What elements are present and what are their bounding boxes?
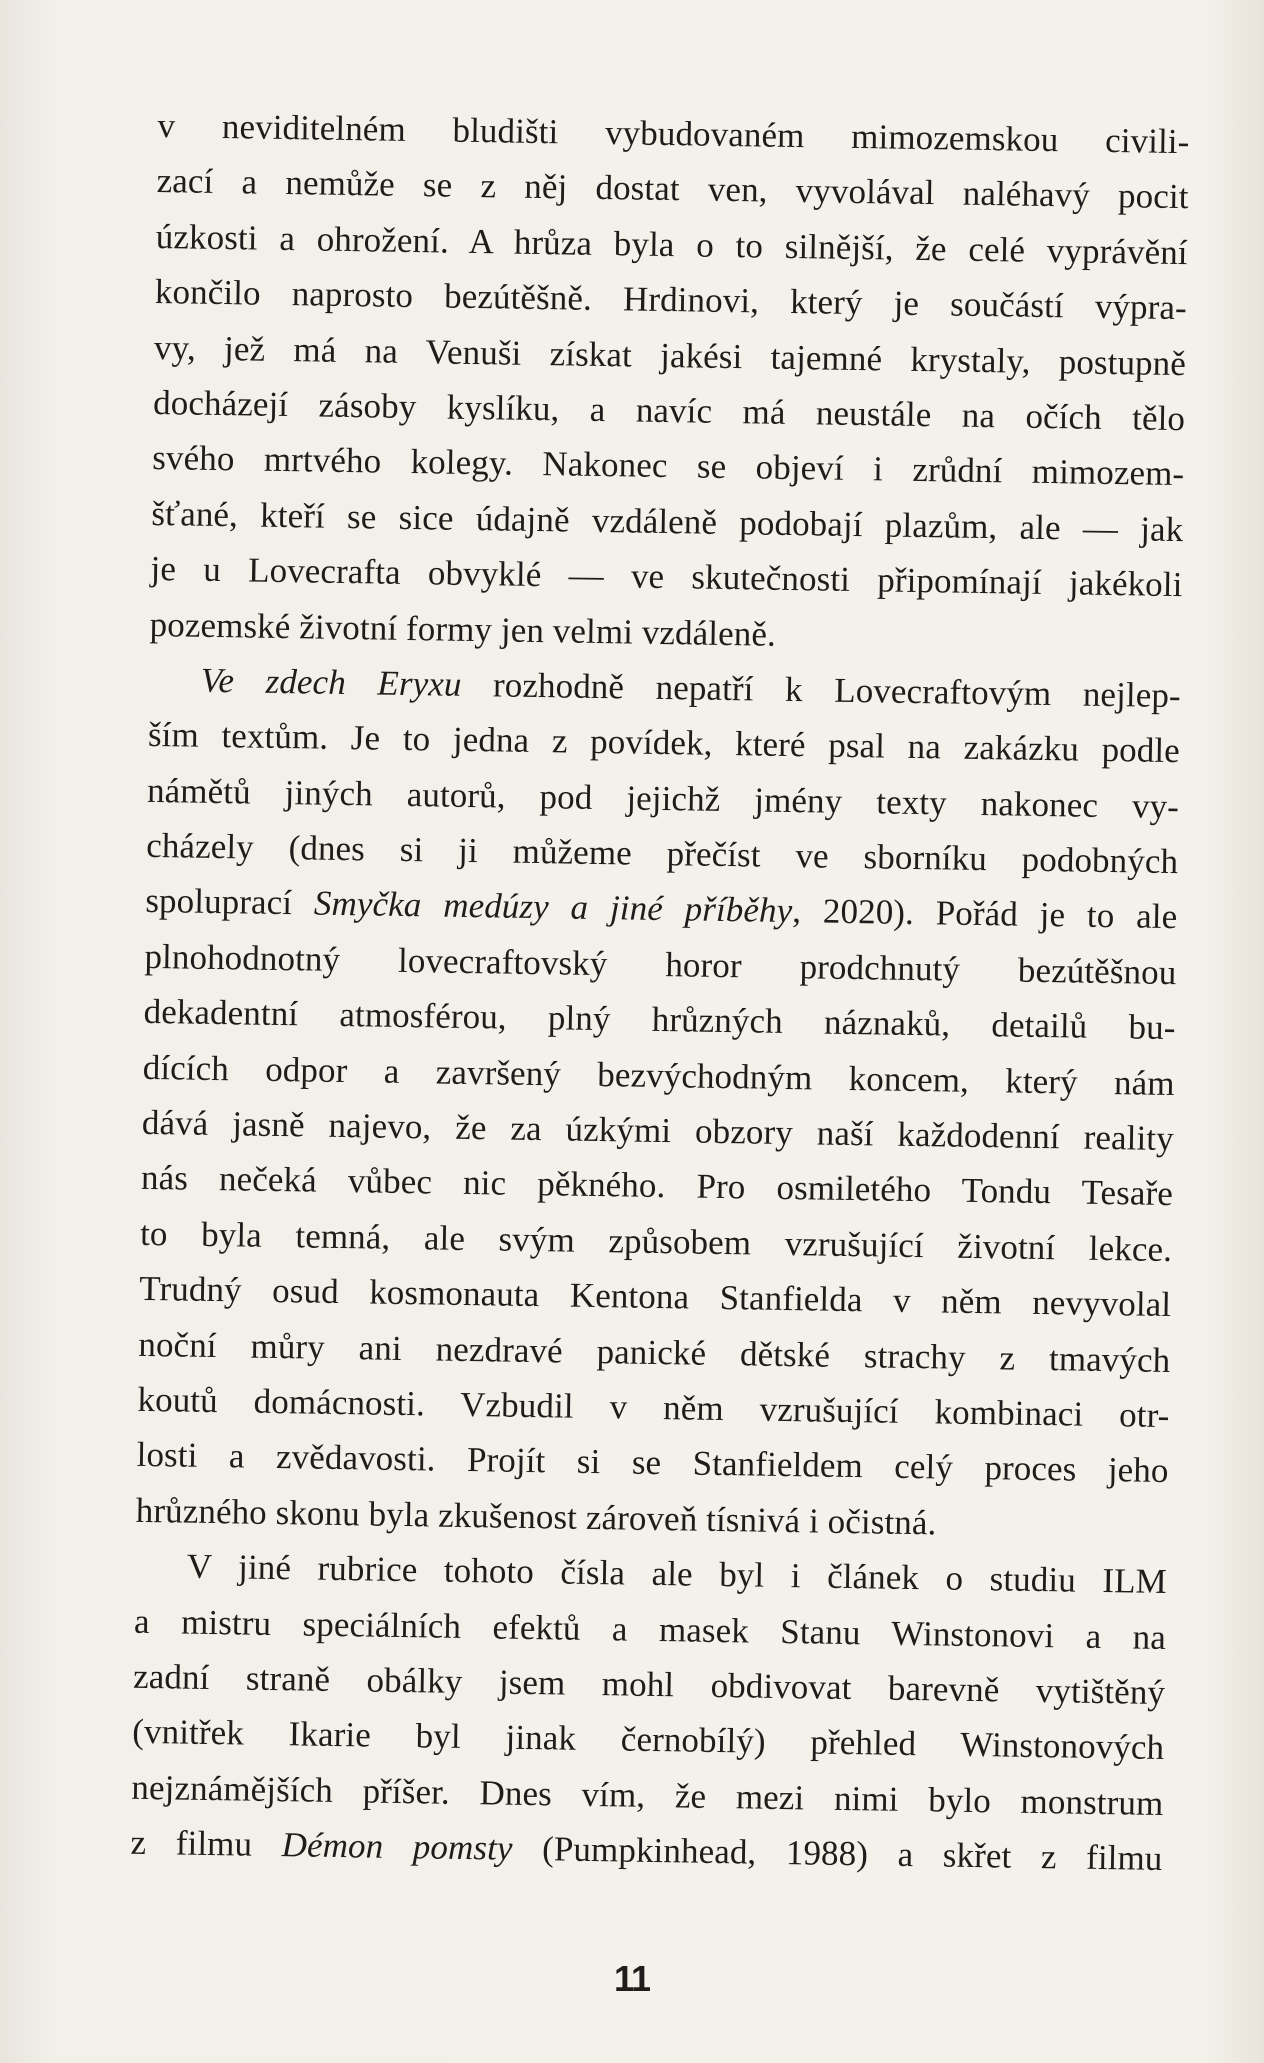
page-number: 11 <box>613 1958 651 1999</box>
text-run: spoluprací <box>145 881 315 924</box>
italic-title: Smyčka medúzy a jiné příběhy <box>313 884 793 931</box>
italic-title: Ve zdech Eryxu <box>200 660 462 704</box>
text-run: cházely (dnes si ji můžeme přečíst ve sborníku podobných <box>145 825 1179 882</box>
text-run: koutů domácnosti. Vzbudil v něm vzrušující kombinaci otr- <box>137 1379 1170 1436</box>
text-run: je u Lovecrafta obvyklé — ve skutečnosti připomínají jakékoli <box>150 549 1183 605</box>
text-run: končilo naprosto bezútěšně. Hrdinovi, který je součástí výpra- <box>154 272 1188 328</box>
text-run: ším textům. Je to jedna z povídek, které psal na zakázku podle <box>147 715 1181 771</box>
text-run: losti a zvědavosti. Projít si se Stanfieldem celý proces jeho <box>136 1435 1169 1491</box>
body-text <box>130 98 1190 1886</box>
text-run: to byla temná, ale svým způsobem vzrušující životní lekce. <box>139 1213 1173 1269</box>
text-run: v neviditelném bludišti vybudovaném mimozemskou civili- <box>157 105 1190 162</box>
text-run: svého mrtvého kolegy. Nakonec se objeví i zrůdní mimozem- <box>152 438 1185 494</box>
text-run: pozemské životní formy jen velmi vzdáleně. <box>149 604 777 654</box>
text-run: námětů jiných autorů, pod jejichž jmény texty nakonec vy- <box>146 770 1180 826</box>
text-run: dících odpor a završený bezvýchodným koncem, který nám <box>142 1047 1175 1103</box>
text-run: nejznámějších příšer. Dnes vím, že mezi nimi bylo monstrum <box>131 1767 1164 1823</box>
text-run: rozhodně nepatří k Lovecraftovým nejlep- <box>461 664 1182 716</box>
text-run: , 2020). Pořád je to ale <box>791 891 1178 937</box>
text-run: (vnitřek Ikarie byl jinak černobílý) přehled Winstonových <box>132 1712 1165 1768</box>
text-run: noční můry ani nezdravé panické dětské strachy z tmavých <box>138 1324 1171 1380</box>
text-run: Trudný osud kosmonauta Kentona Stanfielda v něm nevyvolal <box>138 1269 1172 1325</box>
text-run: zací a nemůže se z něj dostat ven, vyvolával naléhavý pocit <box>156 161 1189 217</box>
italic-title: Démon pomsty <box>281 1825 513 1868</box>
text-run: nás nečeká vůbec nic pěkného. Pro osmiletého Tondu Tesaře <box>140 1158 1174 1214</box>
text-run: dává jasně najevo, že za úzkými obzory naší každodenní reality <box>141 1102 1175 1159</box>
text-run: (Pumpkinhead, 1988) a skřet z filmu <box>512 1828 1163 1879</box>
text-run: hrůzného skonu byla zkušenost zároveň tísnivá i očistná. <box>135 1490 937 1543</box>
text-run: vy, jež má na Venuši získat jakési tajemné krystaly, postupně <box>153 327 1187 383</box>
text-run: docházejí zásoby kyslíku, a navíc má neustále na očích tělo <box>152 382 1186 439</box>
text-run: z filmu <box>130 1822 283 1865</box>
text-run: V jiné rubrice tohoto čísla ale byl i článek o studiu ILM <box>186 1546 1168 1602</box>
text-run: dekadentní atmosférou, plný hrůzných náznaků, detailů bu- <box>143 992 1176 1048</box>
text-run: zadní straně obálky jsem mohl obdivovat barevně vytištěný <box>132 1656 1166 1712</box>
text-run: plnohodnotný lovecraftovský horor prodchnutý bezútěšnou <box>144 936 1177 992</box>
text-run: úzkosti a ohrožení. A hrůza byla o to silnější, že celé vyprávění <box>155 216 1189 272</box>
text-run: a mistru speciálních efektů a masek Stanu Winstonovi a na <box>133 1601 1167 1657</box>
text-run: šťané, kteří se sice údajně vzdáleně podobají plazům, ale — jak <box>151 493 1184 549</box>
